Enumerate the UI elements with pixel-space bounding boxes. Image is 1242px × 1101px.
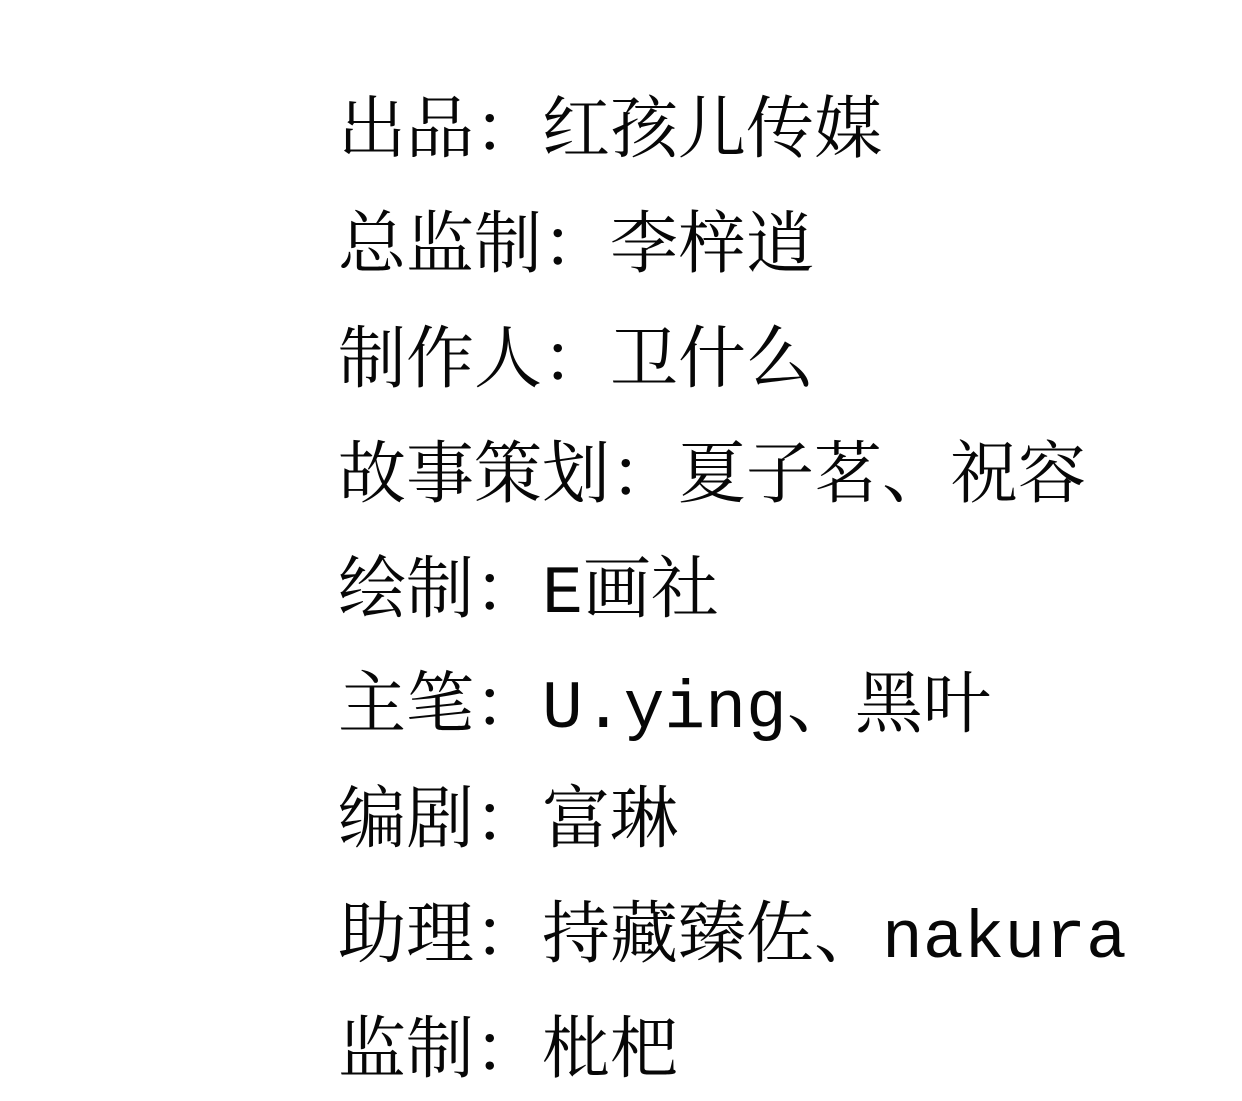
credit-line-story-planning	[338, 411, 1127, 526]
credit-role-label: 制作人：	[338, 325, 611, 403]
credit-line-producer	[338, 296, 1127, 411]
credits-list	[338, 66, 1127, 1101]
credit-value: 富琳	[542, 785, 679, 863]
credit-role-label: 主笔：	[338, 670, 543, 748]
credit-role-label: 总监制：	[338, 210, 611, 288]
credit-value: 持藏臻佐、nakura	[542, 900, 1127, 978]
credit-value: E画社	[542, 555, 719, 633]
credit-value: 枇杷	[542, 1015, 679, 1093]
credit-line-art-studio	[338, 526, 1127, 641]
credit-role-label: 监制：	[338, 1015, 543, 1093]
credit-value: 卫什么	[610, 325, 815, 403]
credit-value: U.ying、黑叶	[542, 670, 991, 748]
credit-line-supervisor	[338, 986, 1127, 1101]
credit-role-label: 助理：	[338, 900, 543, 978]
credit-line-screenwriter	[338, 756, 1127, 871]
credit-value: 李梓逍	[610, 210, 815, 288]
credit-role-label: 绘制：	[338, 555, 543, 633]
credit-line-assistants	[338, 871, 1127, 986]
credit-line-chief-supervisor	[338, 181, 1127, 296]
credit-line-producer-company	[338, 66, 1127, 181]
credit-role-label: 故事策划：	[338, 440, 679, 518]
credit-value: 夏子茗、祝容	[678, 440, 1087, 518]
credit-line-lead-artist	[338, 641, 1127, 756]
credit-role-label: 出品：	[338, 95, 543, 173]
credit-value: 红孩儿传媒	[542, 95, 883, 173]
credit-role-label: 编剧：	[338, 785, 543, 863]
